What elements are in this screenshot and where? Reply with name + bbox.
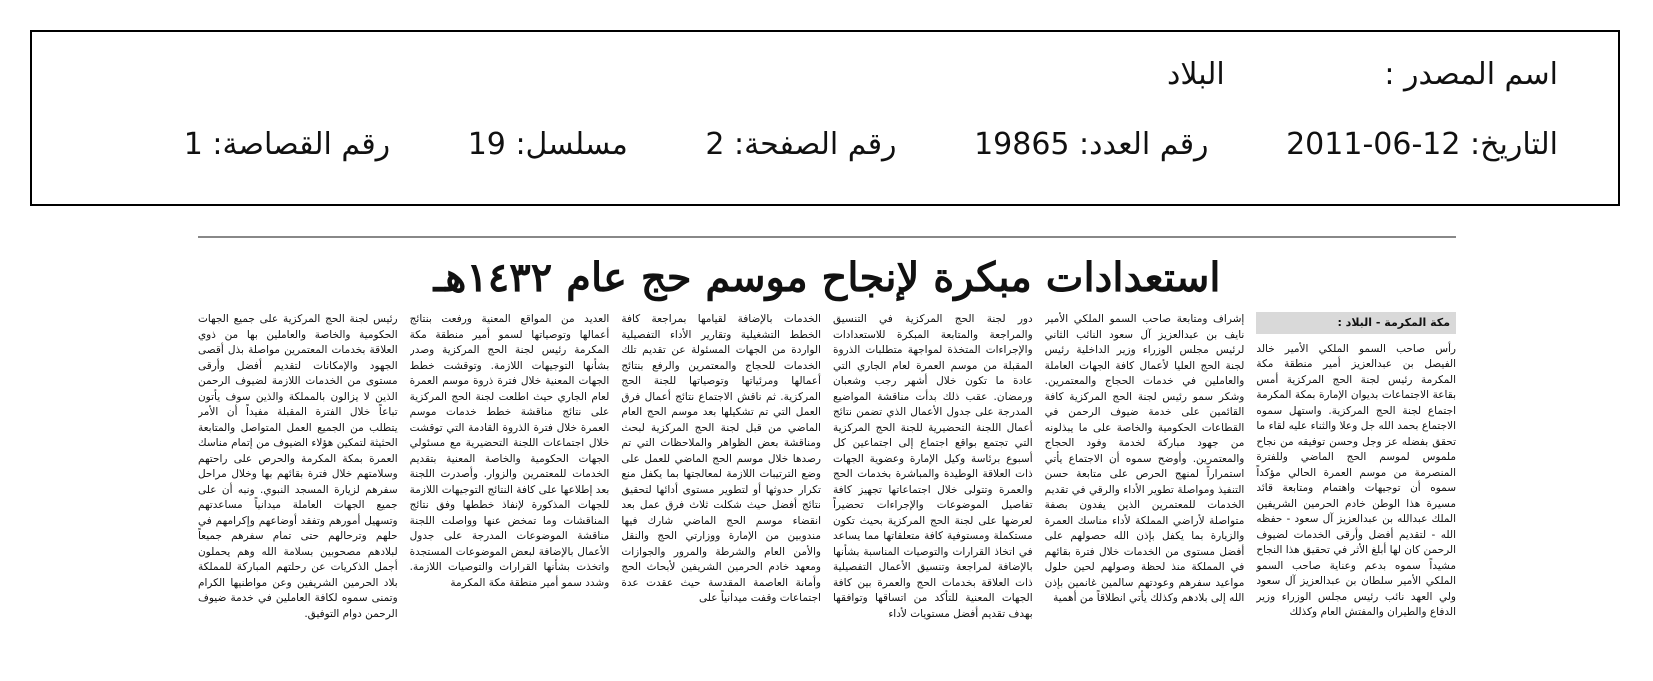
article-column-3: دور لجنة الحج المركزية في التنسيق والمراجعة والمتابعة المبكرة للاستعدادات والإجراءات المتخذة لمواجهة متطلبات الذروة المقبلة من موسم العمرة لعام الجاري التي عادة ما تكون خلال أشهر رجب وشعبان ورمضان. عقب ذلك بدأت مناقشة المواضيع المدرجة على جدول الأعمال الذي تضمن نتائج أعمال اللجنة التحضيرية للجنة الحج المركزية التي تجتمع بواقع اجتماع إلى اجتماعين كل أسبوع برئاسة وكيل الإمارة وعضوية الجهات ذات العلاقة الوطيدة والمباشرة بخدمات الحج والعمرة وتتولى خلال اجتماعاتها تجهيز كافة تفاصيل الموضوعات والإجراءات تحضيراً لعرضها على لجنة الحج المركزية بحيث تكون مستكملة ومستوفية كافة متعلقاتها مما يساعد في اتخاذ القرارات والتوصيات المناسبة بشأنها بالإضافة لمراجعة وتنسيق الأعمال التفصيلية ذات العلاقة بخدمات الحج والعمرة بين كافة الجهات المعنية للتأكد من اتساقها وتوافقها بهدف تقديم أفضل مستويات لأداء [832, 313, 1033, 620]
serial-field: مسلسل: 19 [467, 127, 628, 162]
top-rule [198, 236, 1456, 238]
meta-row [184, 127, 1558, 162]
article-column-4: الخدمات بالإضافة لقيامها بمراجعة كافة الخطط التشغيلية وتقارير الأداء التفصيلية الواردة من الجهات المسئولة عن تقديم تلك الخدمات للحجاج والمعتمرين والرفع بنتائج أعمالها ومرئياتها وتوصياتها للجنة الحج المركزية. ثم ناقش الاجتماع نتائج أعمال فرق العمل التي تم تشكيلها بعد موسم الحج العام الماضي من قبل لجنة الحج المركزية لبحث ومناقشة بعض الظواهر والملاحظات التي تم رصدها خلال موسم الحج الماضي للعمل على وضع الترتيبات اللازمة لمعالجتها بما يكفل منع تكرار حدوثها أو لتطوير مستوى أدائها لتحقيق نتائج أفضل حيث شكلت ثلاث فرق عمل بعد انقضاء موسم الحج الماضي شارك فيها مندوبين من الإمارة ووزارتي الحج والنقل والأمن العام والشرطة والمرور والجوازات ومعهد خادم الحرمين الشريفين لأبحاث الحج وأمانة العاصمة المقدسة حيث عقدت عدة اجتماعات وقفت ميدانياً على [621, 313, 821, 604]
page-number-field: رقم الصفحة: 2 [705, 127, 897, 162]
article-column-1 [1256, 312, 1456, 652]
article-column-5: العديد من المواقع المعنية ورفعت بنتائج أعمالها وتوصياتها لسمو أمير منطقة مكة المكرمة رئيس لجنة الحج المركزية وصدر بشأنها التوجيهات اللازمة. وتوقشت خطط الجهات المعنية خلال فترة ذروة موسم العمرة لعام الجاري حيث اطلعت لجنة الحج المركزية على نتائج مناقشة خطط خدمات موسم العمرة خلال فترة الذروة القادمة التي توقشت خلال اجتماعات اللجنة التحضيرية مع مسئولي الجهات الحكومية والخاصة المعنية بتقديم الخدمات للمعتمرين والزوار. وأصدرت اللجنة بعد إطلاعها على كافة النتائج التوجيهات اللازمة للجهات المذكورة لإنفاذ خططها وفق نتائج المناقشات وما تمخض عنها وواصلت اللجنة مناقشة الموضوعات المدرجة على جدول الأعمال بالإضافة لبعض الموضوعات المستجدة واتخذت بشأنها القرارات والتوصيات اللازمة. وشدد سمو أمير منطقة مكة المكرمة [409, 313, 610, 589]
clip-number-field: رقم القصاصة: 1 [183, 127, 391, 162]
article-column-2: إشراف ومتابعة صاحب السمو الملكي الأمير نايف بن عبدالعزيز آل سعود النائب الثاني لرئيس مجلس الوزراء وزير الداخلية رئيس لجنة الحج العليا لأعمال كافة الجهات العاملة والعاملين في خدمات الحجاج والمعتمرين. وشكر سمو رئيس لجنة الحج المركزية كافة القائمين على خدمة ضيوف الرحمن في القطاعات الحكومية والخاصة على ما يبذلونه من جهود مباركة لخدمة وفود الحجاج والمعتمرين. وأوضح سموه أن الاجتماع يأتي استمراراً لمنهج الحرص على متابعة حسن التنفيذ ومواصلة تطوير الأداء والرقي في تقديم الخدمات للمعتمرين الذين يفدون بصفة متواصلة لأراضي المملكة لأداء مناسك العمرة والزيارة بما يكفل بإذن الله حصولهم على أفضل مستوى من الخدمات خلال فترة بقائهم في المملكة منذ لحظة وصولهم لحين حلول مواعيد سفرهم وعودتهم سالمين غانمين بإذن الله إلى بلادهم وكذلك يأتي انطلاقاً من أهمية [1044, 313, 1245, 604]
article-columns [198, 312, 1456, 652]
source-value: البلاد [1166, 57, 1225, 92]
date-field: التاريخ: 12-06-2011 [1286, 127, 1558, 162]
newspaper-clipping [198, 236, 1456, 656]
source-label: اسم المصدر : [1384, 57, 1558, 92]
issue-number-field: رقم العدد: 19865 [974, 127, 1209, 162]
article-headline: استعدادات مبكرة لإنجاح موسم حج عام ١٤٣٢هـ [433, 254, 1221, 301]
dateline: مكة المكرمة - البلاد : [1256, 312, 1456, 334]
clipping-info-box [30, 30, 1620, 206]
article-column-6: رئيس لجنة الحج المركزية على جميع الجهات الحكومية والخاصة والعاملين بها من ذوي العلاقة بخدمات المعتمرين مواصلة بذل أقصى الجهود والإمكانات لتقديم أفضل وأرقى مستوى من الخدمات اللازمة لضيوف الرحمن الذين لا يزالون بالمملكة والذين سوف يأتون تباعاً خلال الفترة المقبلة مفيداً أن الأمر يتطلب من الجميع العمل المتواصل والمتابعة الحثيثة لتمكين هؤلاء الضيوف من إتمام مناسك العمرة بمكة المكرمة والحرص على راحتهم وسلامتهم خلال فترة بقائهم بها وخلال مراحل سفرهم لزيارة المسجد النبوي. ونبه أن على جميع الجهات العاملة ميدانياً مساعدتهم وتسهيل أمورهم وتفقد أوضاعهم وإكرامهم في حلهم وترحالهم حتى تمام سفرهم جميعاً لبلادهم مصحوبين بسلامة الله وهم يحملون أجمل الذكريات عن رحلتهم المباركة للمملكة بلاد الحرمين الشريفين وعن مواطنيها الكرام وتمنى سموه لكافة العاملين في خدمة ضيوف الرحمن دوام التوفيق. [197, 313, 398, 620]
source-row [1167, 57, 1558, 92]
column-text: رأس صاحب السمو الملكي الأمير خالد الفيصل بن عبدالعزيز أمير منطقة مكة المكرمة رئيس لجنة الحج المركزية أمس بقاعة الاجتماعات بديوان الإمارة بمكة المكرمة اجتماع لجنة الحج المركزية. واستهل سموه الاجتماع بحمد الله جل وعلا والثناء عليه لقاء ما تحقق بفضله عز وجل وحسن توفيقه من نجاح ملموس لموسم الحج الماضي وللفترة المنصرمة من موسم العمرة الحالي مؤكداً سموه أن توجيهات واهتمام ومتابعة قائد مسيرة هذا الوطن خادم الحرمين الشريفين الملك عبدالله بن عبدالعزيز آل سعود - حفظه الله - لتقديم أفضل وأرقى الخدمات لضيوف الرحمن كان لها أبلغ الأثر في تحقيق هذا النجاح مشيداً سموه بدعم وعناية صاحب السمو الملكي الأمير سلطان بن عبدالعزيز آل سعود ولي العهد نائب رئيس مجلس الوزراء وزير الدفاع والطيران والمفتش العام وكذلك [1256, 342, 1456, 618]
